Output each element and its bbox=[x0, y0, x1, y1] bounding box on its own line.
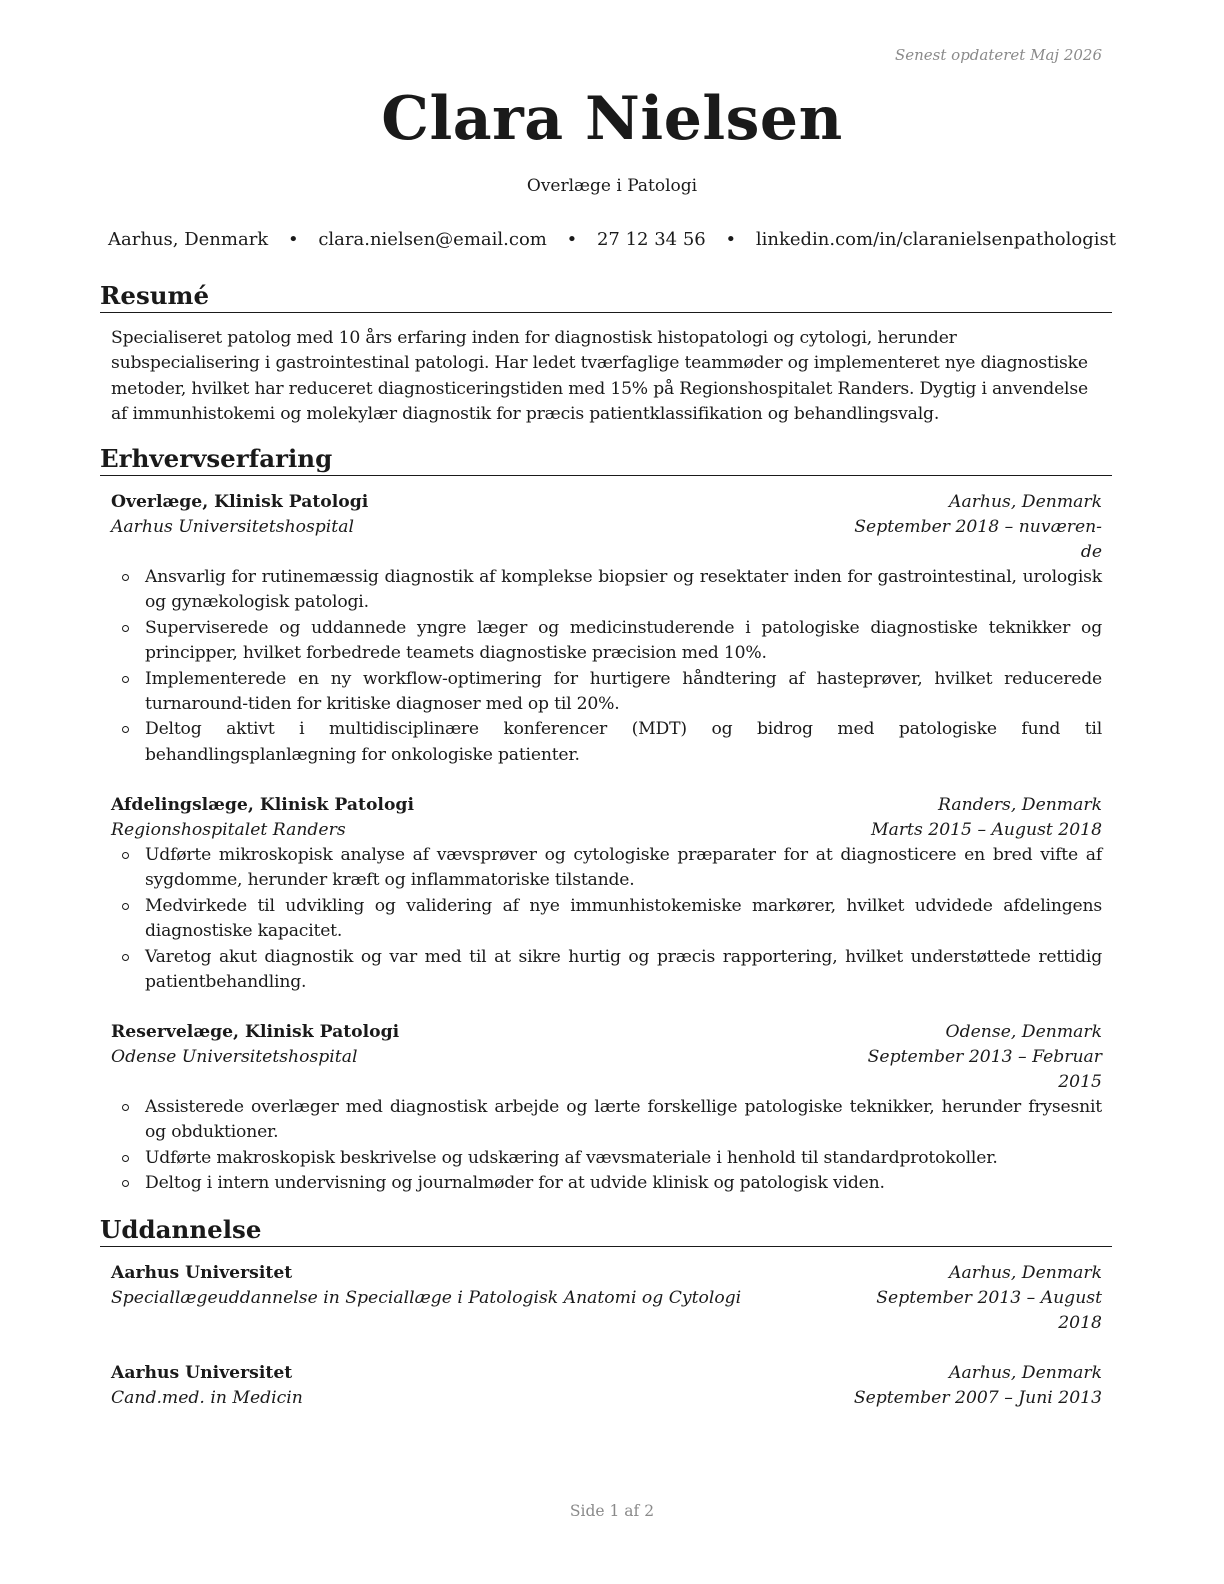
education-entry bbox=[111, 1361, 1102, 1436]
school-location: Aarhus, Denmark bbox=[949, 1263, 1102, 1283]
section-heading-education: Uddannelse bbox=[100, 1214, 1112, 1247]
school-name: Aarhus Universitet bbox=[111, 1363, 293, 1383]
section-heading-summary: Resumé bbox=[100, 280, 1112, 313]
job-employer: Regionshospitalet Randers bbox=[111, 820, 346, 840]
job-location: Aarhus, Denmark bbox=[949, 492, 1102, 512]
education-entry bbox=[111, 1261, 1102, 1336]
degree-name: Cand.med. in Medicin bbox=[111, 1388, 303, 1408]
list-item: Deltog i intern undervisning og journalmøder for at udvide klinisk og patologisk viden. bbox=[111, 1171, 1102, 1196]
job-title: Overlæge, Klinisk Patologi bbox=[111, 492, 369, 512]
list-item: Implementerede en ny workflow-optimering for hurtigere håndtering af hasteprøver, hvilket reducerede turnaround-tiden for kritiske diagnoser med op til 20%. bbox=[111, 667, 1102, 718]
separator-dot: • bbox=[287, 229, 299, 250]
bullet-circle-icon bbox=[122, 625, 129, 632]
contact-line bbox=[0, 229, 1224, 250]
bullet-circle-icon bbox=[122, 954, 129, 961]
list-item: Varetog akut diagnostik og var med til at sikre hurtig og præcis rapportering, hvilket understøttede rettidig patientbehandling. bbox=[111, 945, 1102, 996]
job-bullets bbox=[111, 1095, 1102, 1197]
job-title: Reservelæge, Klinisk Patologi bbox=[111, 1022, 400, 1042]
list-item: Deltog aktivt i multidisciplinære konferencer (MDT) og bidrog med patologiske fund til behandlingsplanlægning for onkologiske patienter. bbox=[111, 717, 1102, 768]
job-location: Randers, Denmark bbox=[938, 795, 1102, 815]
separator-dot: • bbox=[566, 229, 578, 250]
bullet-circle-icon bbox=[122, 1155, 129, 1162]
bullet-circle-icon bbox=[122, 903, 129, 910]
section-heading-experience: Erhvervserfaring bbox=[100, 443, 1112, 476]
bullet-circle-icon bbox=[122, 574, 129, 581]
contact-phone: 27 12 34 56 bbox=[596, 229, 706, 250]
school-name: Aarhus Universitet bbox=[111, 1263, 293, 1283]
professional-title: Overlæge i Patologi bbox=[526, 176, 698, 196]
page-number: Side 1 af 2 bbox=[569, 1502, 655, 1520]
summary-text: Specialiseret patolog med 10 års erfaring inden for diagnostisk histopatologi og cytologi, herunder subspecialisering i gastrointestinal patologi. Har ledet tværfaglige teammøder og implementeret nye diagnostiske metoder, hvilket har reduceret diagnosticeringstiden med 15% på Regionshospitalet Randers. Dygtig i anvendelse af immunhistokemi og molekylær diagnostik for præcis patientklassifikation og behandlingsvalg. bbox=[111, 328, 1088, 425]
list-item: Ansvarlig for rutinemæssig diagnostik af komplekse biopsier og resektater inden for gastrointestinal, urologisk og gynækologisk patologi. bbox=[111, 565, 1102, 616]
list-item: Udførte makroskopisk beskrivelse og udskæring af vævsmateriale i henhold til standardprotokoller. bbox=[111, 1146, 1102, 1171]
job-dates: Marts 2015 – August 2018 bbox=[871, 820, 1102, 840]
job-entry bbox=[111, 1020, 1102, 1197]
contact-location: Aarhus, Denmark bbox=[108, 229, 269, 250]
bullet-circle-icon bbox=[122, 852, 129, 859]
contact-email[interactable]: clara.nielsen@email.com bbox=[318, 229, 547, 250]
job-dates: September 2013 – Februar 2015 bbox=[867, 1047, 1102, 1092]
job-title: Afdelingslæge, Klinisk Patologi bbox=[111, 795, 414, 815]
school-location: Aarhus, Denmark bbox=[949, 1363, 1102, 1383]
job-location: Odense, Denmark bbox=[945, 1022, 1102, 1042]
bullet-circle-icon bbox=[122, 1104, 129, 1111]
job-employer: Odense Universitetshospital bbox=[111, 1047, 358, 1067]
bullet-circle-icon bbox=[122, 676, 129, 683]
bullet-circle-icon bbox=[122, 1180, 129, 1187]
education-dates: September 2013 – August 2018 bbox=[876, 1288, 1102, 1333]
job-bullets bbox=[111, 843, 1102, 995]
last-updated-note: Senest opdateret Maj 2026 bbox=[894, 46, 1102, 64]
education-dates: September 2007 – Juni 2013 bbox=[853, 1388, 1102, 1408]
job-bullets bbox=[111, 565, 1102, 768]
job-entry bbox=[111, 490, 1102, 768]
job-employer: Aarhus Universitetshospital bbox=[111, 517, 354, 537]
separator-dot: • bbox=[725, 229, 737, 250]
list-item: Medvirkede til udvikling og validering af nye immunhistokemiske markører, hvilket udvidede afdelingens diagnostiske kapacitet. bbox=[111, 894, 1102, 945]
list-item: Superviserede og uddannede yngre læger og medicinstuderende i patologiske diagnostiske teknikker og principper, hvilket forbedrede teamets diagnostiske præcision med 10%. bbox=[111, 616, 1102, 667]
person-name: Clara Nielsen bbox=[381, 84, 843, 154]
list-item: Assisterede overlæger med diagnostisk arbejde og lærte forskellige patologiske teknikker, herunder frysesnit og obduktioner. bbox=[111, 1095, 1102, 1146]
bullet-circle-icon bbox=[122, 726, 129, 733]
job-entry bbox=[111, 793, 1102, 995]
job-dates: September 2018 – nuværen-de bbox=[854, 517, 1102, 562]
contact-linkedin[interactable]: linkedin.com/in/claranielsenpathologist bbox=[755, 229, 1116, 250]
degree-name: Speciallægeuddannelse in Speciallæge i Patologisk Anatomi og Cytologi bbox=[111, 1288, 742, 1308]
list-item: Udførte mikroskopisk analyse af vævsprøver og cytologiske præparater for at diagnosticere en bred vifte af sygdomme, herunder kræft og inflammatoriske tilstande. bbox=[111, 843, 1102, 894]
